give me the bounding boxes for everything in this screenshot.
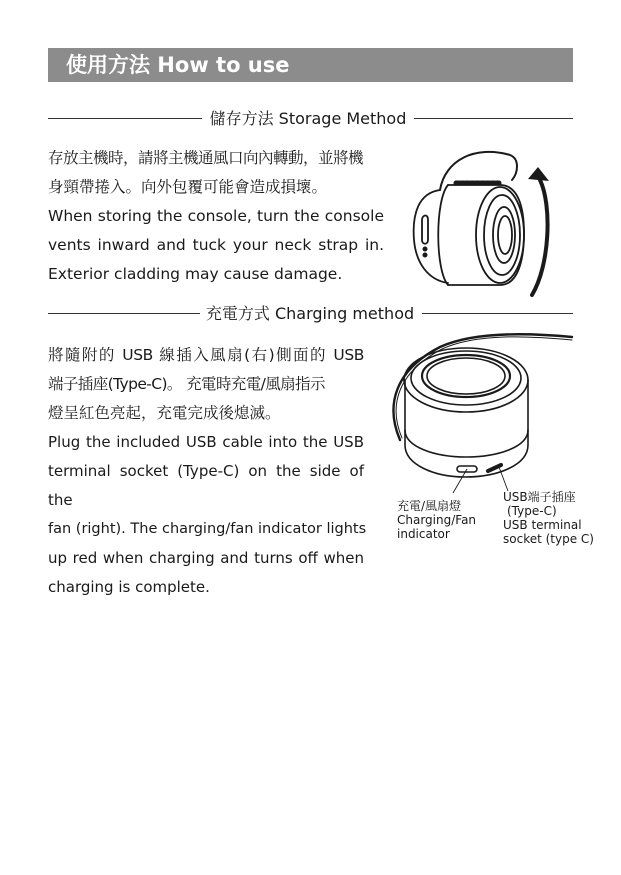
storage-en-line-1: When storing the console, turn the console [48,207,384,225]
socket-label [503,490,594,546]
charging-rule-left [48,313,200,314]
charging-zh-line-2: 端子插座(Type-C)。 充電時充電/風扇指示 [48,375,325,393]
charging-illustration [380,325,570,485]
page-title: 使用方法 How to use [66,53,290,77]
socket-label-en-1: USB terminal [503,518,582,532]
storage-rule-right [414,118,573,119]
charging-rule-right [422,313,573,314]
charging-zh-line-3: 燈呈紅色亮起，充電完成後熄滅。 [48,404,281,422]
storage-text [48,144,384,289]
indicator-label [397,499,476,541]
charging-en-line-5: charging is complete. [48,578,210,596]
socket-label-type: (Type-C) [507,504,557,518]
storage-en-line-3: Exterior cladding may cause damage. [48,265,343,283]
charging-en-line-2: terminal socket (Type-C) on the side of the [48,462,364,509]
storage-illustration [400,145,560,295]
socket-label-zh: USB端子插座 [503,490,576,504]
rotate-arrow-head-icon [528,167,549,181]
storage-en-line-2: vents inward and tuck your neck strap in. [48,236,384,254]
socket-label-en-2: socket (type C) [503,532,594,546]
storage-section-title: 儲存方法 Storage Method [209,109,407,128]
indicator-label-en-2: indicator [397,527,450,541]
page-title-bar [48,48,573,82]
charging-zh-line-1: 將隨附的 USB 線插入風扇(右)側面的 USB [48,346,364,364]
charging-en-line-3: fan (right). The charging/fan indicator lights [48,521,367,537]
storage-zh-line-2: 身頸帶捲入。向外包覆可能會造成損壞。 [48,178,328,196]
indicator-label-zh: 充電/風扇燈 [397,499,462,513]
storage-zh-line-1: 存放主機時，請將主機通風口向內轉動，並將機 [48,149,364,167]
charging-en-line-1: Plug the included USB cable into the USB [48,433,364,451]
storage-rule-left [48,118,202,119]
indicator-label-en-1: Charging/Fan [397,513,477,527]
charging-section-title: 充電方式 Charging method [205,304,415,323]
charging-en-line-4: up red when charging and turns off when [48,549,364,567]
charging-text [48,341,367,602]
